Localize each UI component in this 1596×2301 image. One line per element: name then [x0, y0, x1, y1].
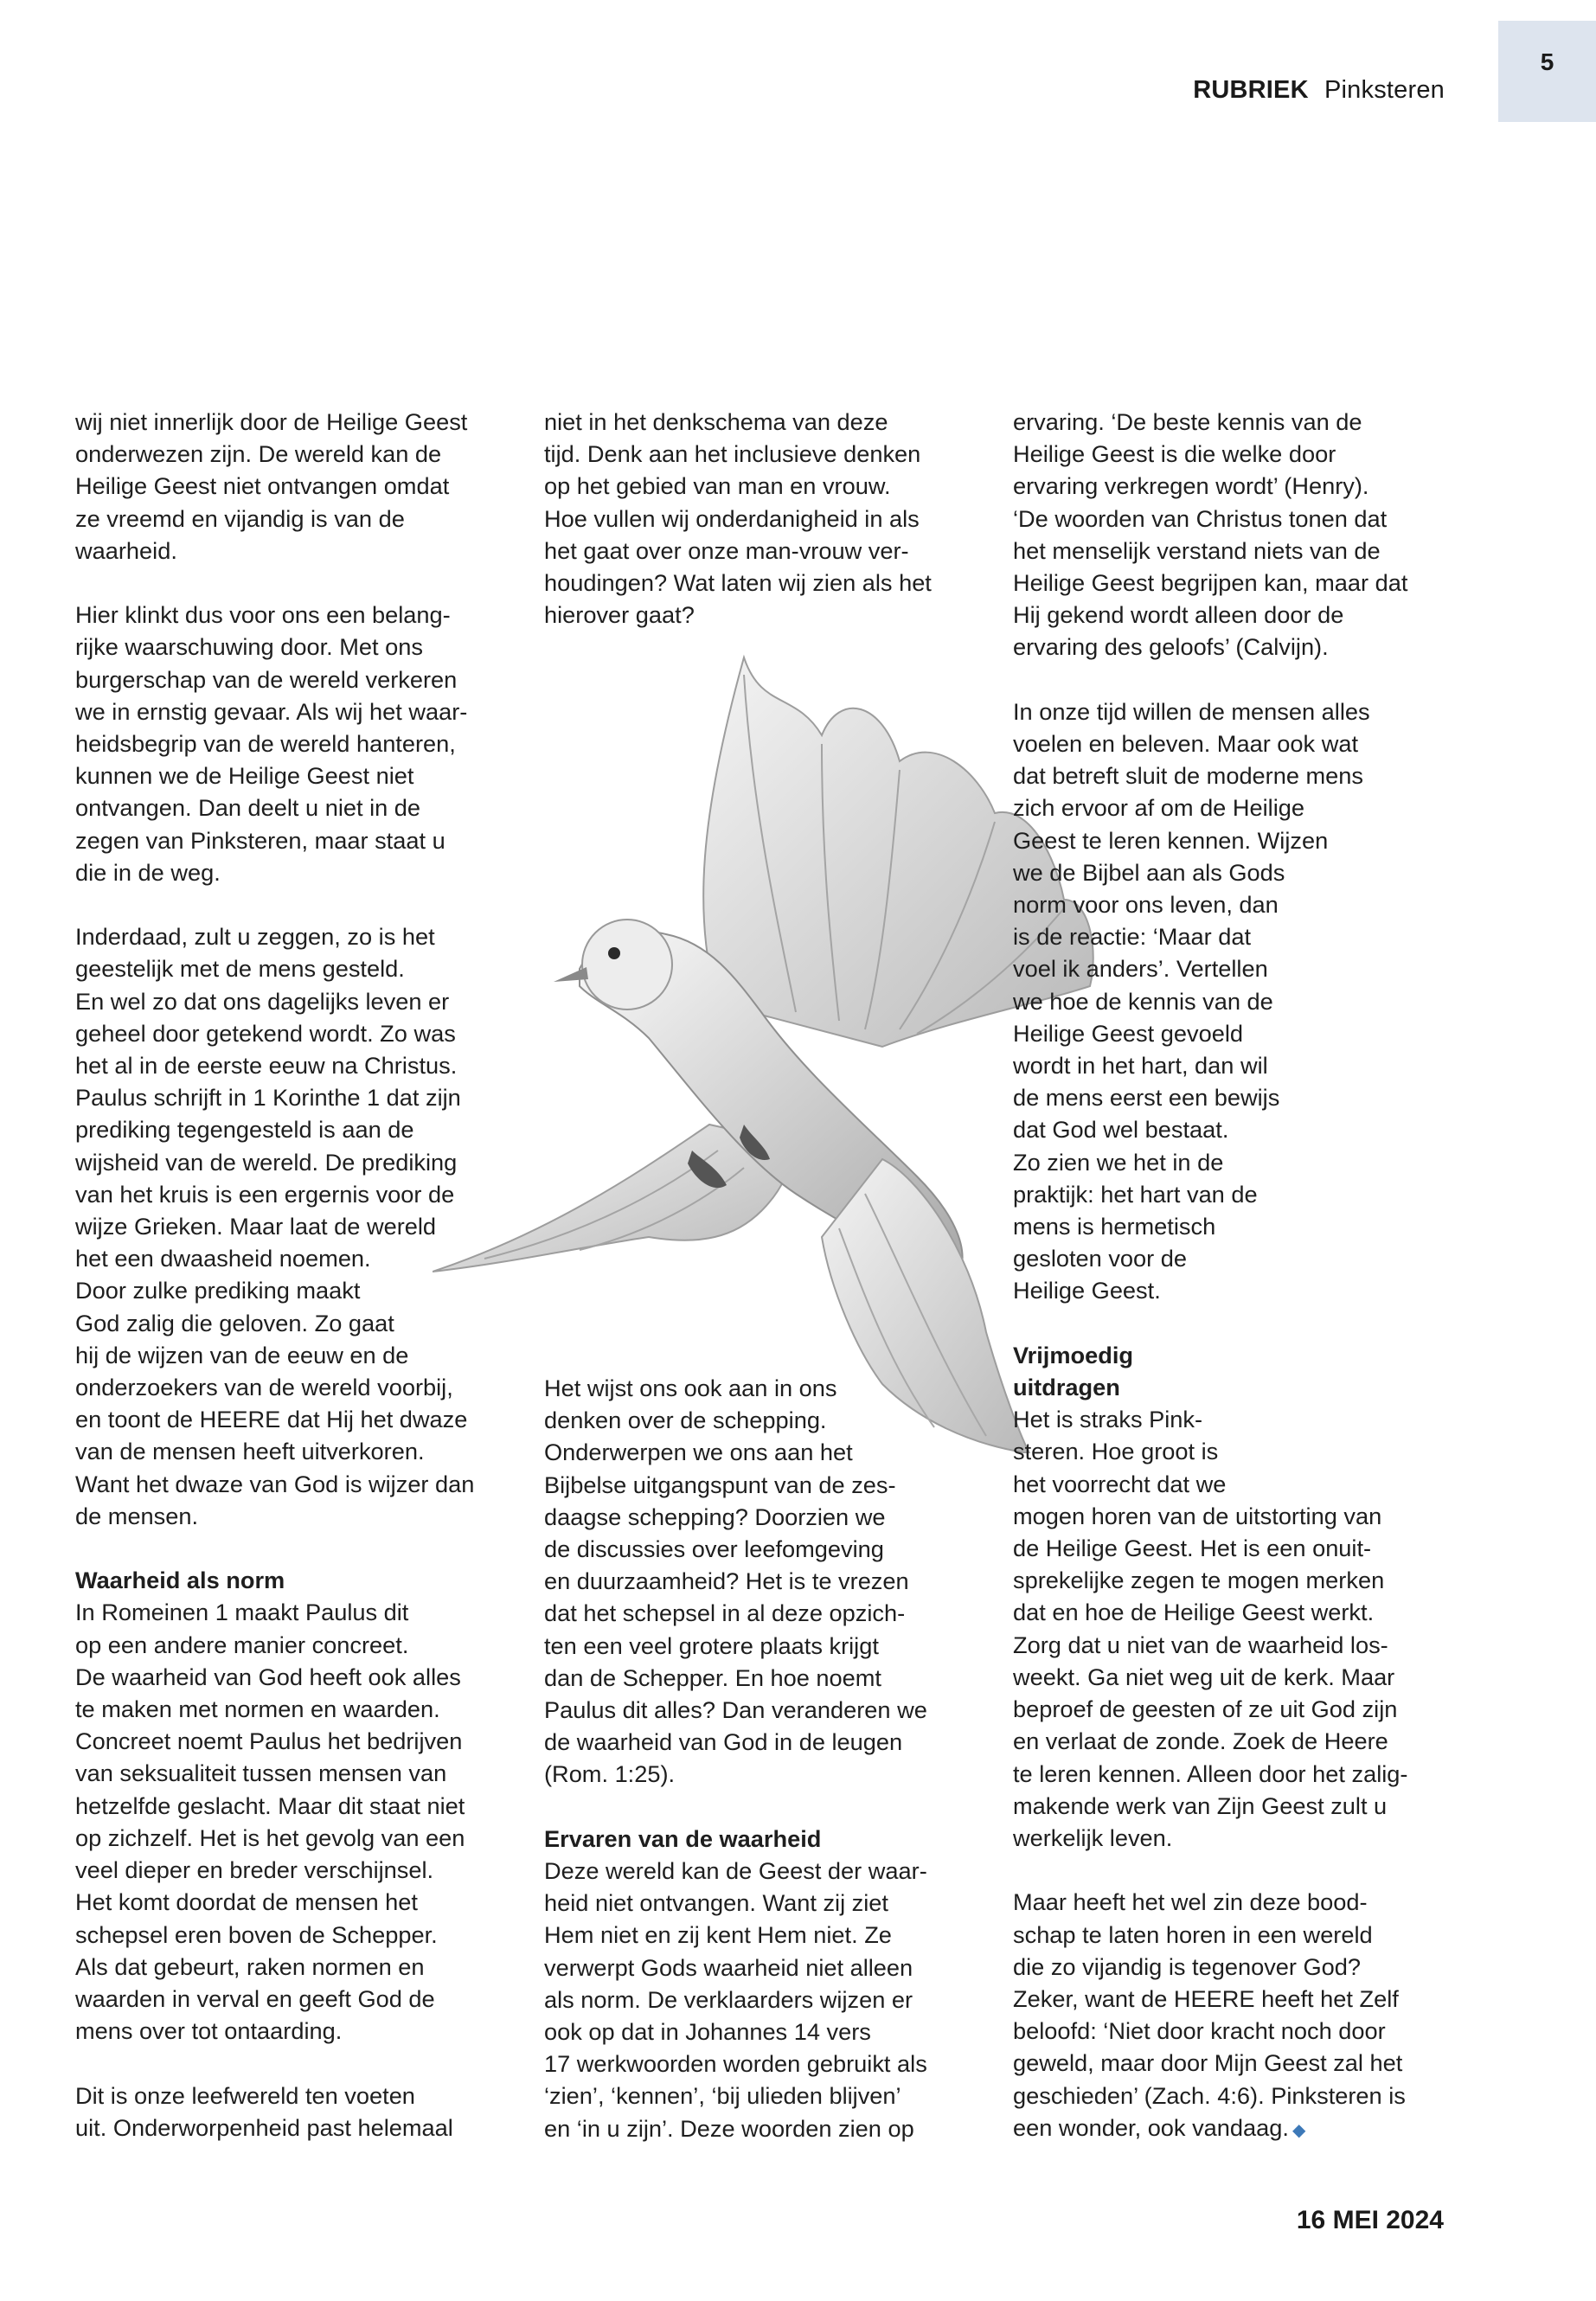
running-header: [1193, 76, 1445, 105]
closing-text: Maar heeft het wel zin deze bood- schap te laten horen in een wereld die zo vijandig is tegenover God? Zeker, want de HEERE heeft het Zelf beloofd: ‘Niet door kracht noch door geweld, maar door Mijn Geest zal het geschieden’ (Zach. 4:6). Pinksteren is een wonder, ook vandaag.: [1013, 1888, 1406, 2141]
body-paragraph: wij niet innerlijk door de Heilige Geest onderwezen zijn. De wereld kan de Heilige Geest niet ontvangen omdat ze vreemd en vijandig is van de waarheid.: [75, 408, 468, 564]
dove-eye: [608, 947, 620, 959]
column-2-bottom: [544, 1372, 977, 2144]
body-paragraph: Hier klinkt dus voor ons een belang- rijke waarschuwing door. Met ons burgerschap van de wereld verkeren we in ernstig gevaar. Als wij het waar- heidsbegrip van de wereld hanteren, kunnen we de Heilige Geest niet ontvangen. Dan deelt u niet in de zegen van Pinksteren, maar staat u die in de weg.: [75, 601, 468, 886]
body-paragraph: ervaring. ‘De beste kennis van de Heilige Geest is die welke door ervaring verkregen wordt’ (Henry). ‘De woorden van Christus tonen dat het menselijk verstand niets van de Heilige Geest begrijpen kan, maar dat Hij gekend wordt alleen door de ervaring des geloofs’ (Calvijn).: [1013, 408, 1408, 661]
subheading-waarheid-als-norm: Waarheid als norm: [75, 1567, 285, 1594]
body-paragraph: Het is straks Pink- steren. Hoe groot is het voorrecht dat we mogen horen van de uitstorting van de Heilige Geest. Het is een onuit- sprekelijke zegen te mogen merken dat en hoe de Heilige Geest werkt. Zorg dat u niet van de waarheid los- weekt. Ga niet weg uit de kerk. Maar beproef de geesten of ze uit God zijn en verlaat de zonde. Zoek de Heere te leren kennen. Alleen door het zalig- makende werk van Zijn Geest zult u werkelijk leven.: [1013, 1406, 1408, 1851]
body-paragraph: Deze wereld kan de Geest der waar- heid niet ontvangen. Want zij ziet Hem niet en zij kent Hem niet. Ze verwerpt Gods waarheid niet alleen als norm. De verklaarders wijzen er ook op dat in Johannes 14 vers 17 werkwoorden worden gebruikt als ‘zien’, ‘kennen’, ‘bij ulieden blijven’ en ‘in u zijn’. Deze woorden zien op: [544, 1857, 927, 2142]
issue-date: 16 MEI 2024: [1296, 2206, 1444, 2234]
subheading-ervaren-van-de-waarheid: Ervaren van de waarheid: [544, 1824, 822, 1852]
column-2-top: [544, 406, 977, 631]
body-paragraph-closing: [1013, 1886, 1463, 2147]
dove-beak: [554, 967, 588, 982]
page-number: 5: [1540, 48, 1554, 75]
column-3: [1013, 406, 1463, 2147]
body-paragraph: Het wijst ons ook aan in ons denken over de schepping. Onderwerpen we ons aan het Bijbelse uitgangspunt van de zes- daagse schepping? Doorzien we de discussies over leefomgeving en duurzaamheid? Het is te vrezen dat het schepsel in al deze opzich- ten een veel grotere plaats krijgt dan de Schepper. En hoe noemt Paulus dit alles? Dan veranderen we de waarheid van God in de leugen (Rom. 1:25).: [544, 1375, 927, 1788]
dove-head: [582, 920, 672, 1009]
body-paragraph: niet in het denkschema van deze tijd. Denk aan het inclusieve denken op het gebied van man en vrouw. Hoe vullen wij onderdanigheid in als het gaat over onze man-vrouw ver- houdingen? Wat laten wij zien als het hierover gaat?: [544, 408, 932, 629]
body-paragraph: Dit is onze leefwereld ten voeten uit. Onderworpenheid past helemaal: [75, 2081, 453, 2141]
end-mark-icon: ◆: [1292, 2120, 1306, 2140]
body-paragraph: In Romeinen 1 maakt Paulus dit op een andere manier concreet. De waarheid van God heeft ook alles te maken met normen en waarden. Concreet noemt Paulus het bedrijven van seksualiteit tussen mensen van hetzelfde geslacht. Maar dit staat niet op zichzelf. Het is het gevolg van een veel dieper en breder verschijnsel. Het komt doordat de mensen het schepsel eren boven de Schepper. Als dat gebeurt, raken normen en waarden in verval en geeft God de mens over tot ontaarding.: [75, 1599, 465, 2045]
section-topic: Pinksteren: [1324, 76, 1445, 104]
page-number-tab: [1498, 21, 1596, 122]
column-1: [75, 406, 525, 2144]
body-paragraph: In onze tijd willen de mensen alles voelen en beleven. Maar ook wat dat betreft sluit de moderne mens zich ervoor af om de Heilige Geest te leren kennen. Wijzen we de Bijbel aan als Gods norm voor ons leven, dan is de reactie: ‘Maar dat voel ik anders’. Vertellen we hoe de kennis van de Heilige Geest gevoeld wordt in het hart, dan wil de mens eerst een bewijs dat God wel bestaat. Zo zien we het in de praktijk: het hart van de mens is hermetisch gesloten voor de Heilige Geest.: [1013, 697, 1370, 1304]
section-label: RUBRIEK: [1193, 76, 1309, 104]
subheading-vrijmoedig-uitdragen: Vrijmoedig uitdragen: [1013, 1341, 1133, 1401]
body-paragraph: Inderdaad, zult u zeggen, zo is het geestelijk met de mens gesteld. En wel zo dat ons dagelijks leven er geheel door getekend wordt. Zo was het al in de eerste eeuw na Christus. Paulus schrijft in 1 Korinthe 1 dat zijn prediking tegengesteld is aan de wijsheid van de wereld. De prediking van het kruis is een ergernis voor de wijze Grieken. Maar laat de wereld het een dwaasheid noemen. Door zulke prediking maakt God zalig die geloven. Zo gaat hij de wijzen van de eeuw en de onderzoekers van de wereld voorbij, en toont de HEERE dat Hij het dwaze van de mensen heeft uitverkoren. Want het dwaze van God is wijzer dan de mensen.: [75, 923, 475, 1529]
